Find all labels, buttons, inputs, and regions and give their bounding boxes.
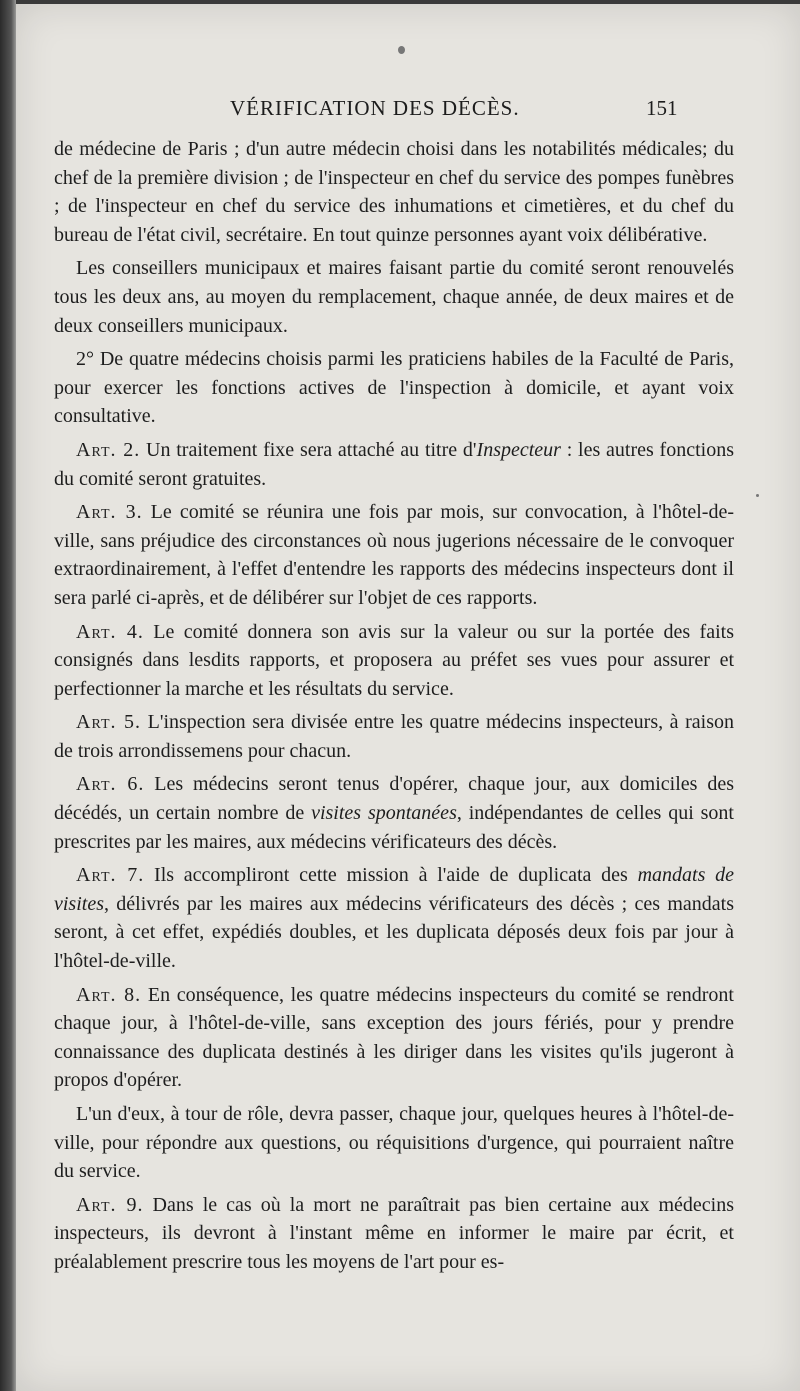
page-number: 151 xyxy=(646,96,678,120)
running-title: VÉRIFICATION DES DÉCÈS. xyxy=(230,96,520,120)
paragraph xyxy=(54,708,734,765)
paragraph xyxy=(54,618,734,704)
paragraph-text: , délivrés par les maires aux médecins vérificateurs des décès ; ces mandats seront, à cet effet, expédiés doubles, et les duplicata déposés deux fois par jour à l'hôtel-de-ville. xyxy=(54,892,734,973)
paragraph xyxy=(54,770,734,856)
body-text xyxy=(54,135,734,1282)
article-number: Art. 7. xyxy=(76,864,145,887)
paragraph-text: En conséquence, les quatre médecins inspecteurs du comité se rendront chaque jour, à l'hôtel-de-ville, sans exception des jours fériés, pour y prendre connaissance des duplicata destinés à les diriger dans les visites qu'ils jugeront à propos d'opérer. xyxy=(54,983,734,1092)
paragraph xyxy=(54,981,734,1095)
paragraph-text: Un traitement fixe sera attaché au titre d' xyxy=(140,438,477,461)
ink-speck xyxy=(756,494,759,497)
italic-term: visites spontanées xyxy=(311,802,457,825)
paragraph-text: : les autres fonctions du comité seront gratuites. xyxy=(54,438,734,490)
paragraph-text: L'inspection sera divisée entre les quatre médecins inspecteurs, à raison de trois arrondissemens pour chacun. xyxy=(54,711,734,762)
paragraph xyxy=(54,1191,734,1277)
article-number: Art. 2. xyxy=(76,438,141,461)
paragraph xyxy=(54,1100,734,1186)
paragraph-text: 2° De quatre médecins choisis parmi les praticiens habiles de la Faculté de Paris, pour exercer les fonctions actives de l'inspection à domicile, et ayant voix consultative. xyxy=(54,348,734,428)
paragraph-text: L'un d'eux, à tour de rôle, devra passer, chaque jour, quelques heures à l'hôtel-de-ville, pour répondre aux questions, ou réquisitions d'urgence, qui pourraient naître du service. xyxy=(54,1103,734,1183)
article-number: Art. 8. xyxy=(76,983,142,1006)
article-number: Art. 3. xyxy=(76,501,143,524)
article-number: Art. 6. xyxy=(76,773,145,796)
page-header xyxy=(16,96,800,126)
article-number: Art. 5. xyxy=(76,711,142,734)
ink-speck xyxy=(398,46,405,54)
article-number: Art. 9. xyxy=(76,1193,144,1216)
paragraph-text: Ils accompliront cette mission à l'aide de duplicata des xyxy=(144,864,638,887)
article-number: Art. 4. xyxy=(76,620,144,643)
paragraph-text: Dans le cas où la mort ne paraîtrait pas bien certaine aux médecins inspecteurs, ils devront à l'instant même en informer le maire par écrit, et préalablement prescrire tous les moyens de l'art pour es- xyxy=(54,1193,734,1273)
page-edge-shadow xyxy=(0,0,16,1391)
paragraph xyxy=(54,345,734,431)
book-page xyxy=(16,4,800,1391)
paragraph-text: de médecine de Paris ; d'un autre médecin choisi dans les notabilités médicales; du chef de la première division ; de l'inspecteur en chef du service des pompes funèbres ; de l'inspecteur en chef du service des inhumations et cimetières, et du chef du bureau de l'état civil, secrétaire. En tout quinze personnes ayant voix délibérative. xyxy=(54,138,734,246)
paragraph xyxy=(54,498,734,612)
paragraph xyxy=(54,436,734,493)
paragraph-text: Les conseillers municipaux et maires faisant partie du comité seront renouvelés tous les deux ans, au moyen du remplacement, chaque année, de deux maires et de deux conseillers municipaux. xyxy=(54,257,734,337)
italic-term: Inspecteur xyxy=(476,438,561,461)
paragraph-text: Les médecins seront tenus d'opérer, chaque jour, aux domiciles des décédés, un certain nombre de xyxy=(54,773,734,825)
italic-term: mandats de visites xyxy=(54,864,734,915)
paragraph-text: Le comité donnera son avis sur la valeur ou sur la portée des faits consignés dans lesdits rapports, et proposera au préfet ses vues pour assurer et perfectionner la marche et les résultats du service. xyxy=(54,620,734,700)
paragraph xyxy=(54,135,734,249)
paragraph-text: , indépendantes de celles qui sont prescrites par les maires, aux médecins vérificateurs des décès. xyxy=(54,802,734,853)
paragraph xyxy=(54,254,734,340)
paragraph xyxy=(54,861,734,975)
paragraph-text: Le comité se réunira une fois par mois, sur convocation, à l'hôtel-de-ville, sans préjudice des circonstances où nous jugerions nécessaire de le convoquer extraordinairement, à l'effet d'entendre les rapports des médecins inspecteurs dont il sera parlé ci-après, et de délibérer sur l'objet de ces rapports. xyxy=(54,501,735,609)
